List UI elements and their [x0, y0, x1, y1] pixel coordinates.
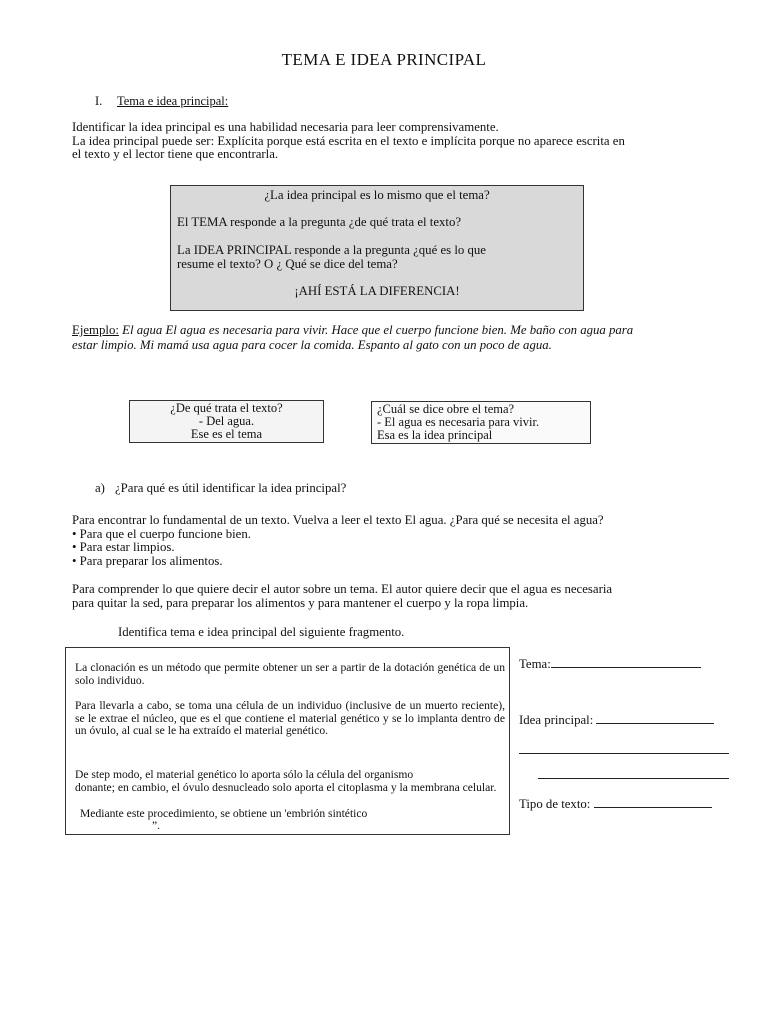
author-line-2: para quitar la sed, para preparar los alimentos y para mantener el cuerpo y la ropa limpia. [72, 595, 529, 610]
fragment-closing-quote: ”. [152, 819, 161, 832]
idea-label: Idea principal: [519, 713, 594, 727]
author-line-1: Para comprender lo que quiere decir el autor sobre un tema. El autor quiere decir que el agua es necesaria [72, 582, 613, 596]
idea-box-line-2: - El agua es necesaria para vivir. [377, 415, 540, 429]
tema-label: Tema: [519, 657, 551, 671]
intro-line-2: La idea principal puede ser: Explícita porque está escrita en el texto e implícita porque no aparece escrita en [72, 133, 625, 148]
tema-box-line-2: - Del agua. [198, 414, 255, 428]
answer-bullet: • Para preparar los alimentos. [72, 553, 223, 568]
comparison-box [170, 185, 584, 311]
answer-bullet: • Para que el cuerpo funcione bien. [72, 526, 251, 541]
tema-field[interactable] [519, 656, 701, 672]
fragment-box [65, 647, 510, 835]
intro-paragraph [72, 121, 732, 162]
idea-blank-line-3[interactable] [538, 778, 729, 779]
answer-paragraph [72, 514, 732, 568]
fragment-paragraph-3-line-1: De step modo, el material genético lo aporta sólo la célula del organismo [75, 768, 414, 781]
answer-bullet: • Para estar limpios. [72, 540, 175, 554]
comparison-question: ¿La idea principal es lo mismo que el tema? [264, 188, 490, 202]
exercise-instruction: Identifica tema e idea principal del siguiente fragmento. [118, 625, 405, 639]
idea-box-line-1: ¿Cuál se dice obre el tema? [377, 402, 515, 416]
example-label: Ejemplo: [72, 323, 119, 337]
tema-box-line-3: Ese es el tema [190, 427, 263, 441]
fragment-paragraph-2: Para llevarla a cabo, se toma una célula de un individuo (inclusive de un muerto reciente), se le extrae el núcleo, que es el que contiene el material genético y se lo implanta dentro de un óvulo, al cual se le ha extraído el material genético. [75, 699, 505, 738]
tema-box [129, 400, 324, 443]
section-number: I. [95, 94, 103, 108]
idea-blank-line[interactable] [596, 712, 714, 724]
difference-conclusion: ¡AHÍ ESTÁ LA DIFERENCIA! [294, 284, 460, 298]
question-a [95, 481, 346, 496]
example-paragraph [72, 323, 732, 353]
author-paragraph [72, 583, 732, 610]
example-line-1: El agua El agua es necesaria para vivir. Hace que el cuerpo funcione bien. Me baño con agua para [118, 323, 634, 337]
fragment-paragraph-3-rest: donante; en cambio, el óvulo desnucleado solo aporta el citoplasma y la membrana celular. [75, 781, 497, 794]
tema-definition: El TEMA responde a la pregunta ¿de qué trata el texto? [177, 215, 462, 229]
idea-definition-line-2: resume el texto? O ¿ Qué se dice del tema? [177, 257, 398, 271]
intro-line-1: Identificar la idea principal es una habilidad necesaria para leer comprensivamente. [72, 120, 499, 134]
intro-line-3: el texto y el lector tiene que encontrarla. [72, 147, 279, 161]
idea-definition-line-1: La IDEA PRINCIPAL responde a la pregunta ¿qué es lo que [177, 243, 486, 257]
section-heading [95, 94, 228, 109]
idea-box [371, 401, 591, 444]
answer-line-1: Para encontrar lo fundamental de un texto. Vuelva a leer el texto El agua. ¿Para qué se necesita el agua? [72, 513, 604, 527]
question-a-text: ¿Para qué es útil identificar la idea principal? [115, 481, 347, 495]
tema-blank-line[interactable] [551, 656, 701, 668]
idea-blank-line-2[interactable] [519, 753, 729, 754]
tipo-blank-line[interactable] [594, 796, 712, 808]
tipo-label: Tipo de texto: [519, 797, 591, 811]
example-line-2: estar limpio. Mi mamá usa agua para cocer la comida. Espanto al gato con un poco de agua. [72, 338, 552, 352]
idea-field[interactable] [519, 712, 714, 728]
page-title: TEMA E IDEA PRINCIPAL [281, 50, 487, 69]
tema-box-line-1: ¿De qué trata el texto? [170, 401, 283, 415]
tipo-field[interactable] [519, 796, 712, 812]
question-a-number: a) [95, 481, 105, 495]
idea-box-line-3: Esa es la idea principal [377, 428, 493, 442]
section-label: Tema e idea principal: [117, 94, 229, 108]
fragment-paragraph-4: Mediante este procedimiento, se obtiene un 'embrión sintético [80, 807, 368, 820]
fragment-paragraph-1: La clonación es un método que permite obtener un ser a partir de la dotación genética de un solo individuo. [75, 661, 505, 687]
